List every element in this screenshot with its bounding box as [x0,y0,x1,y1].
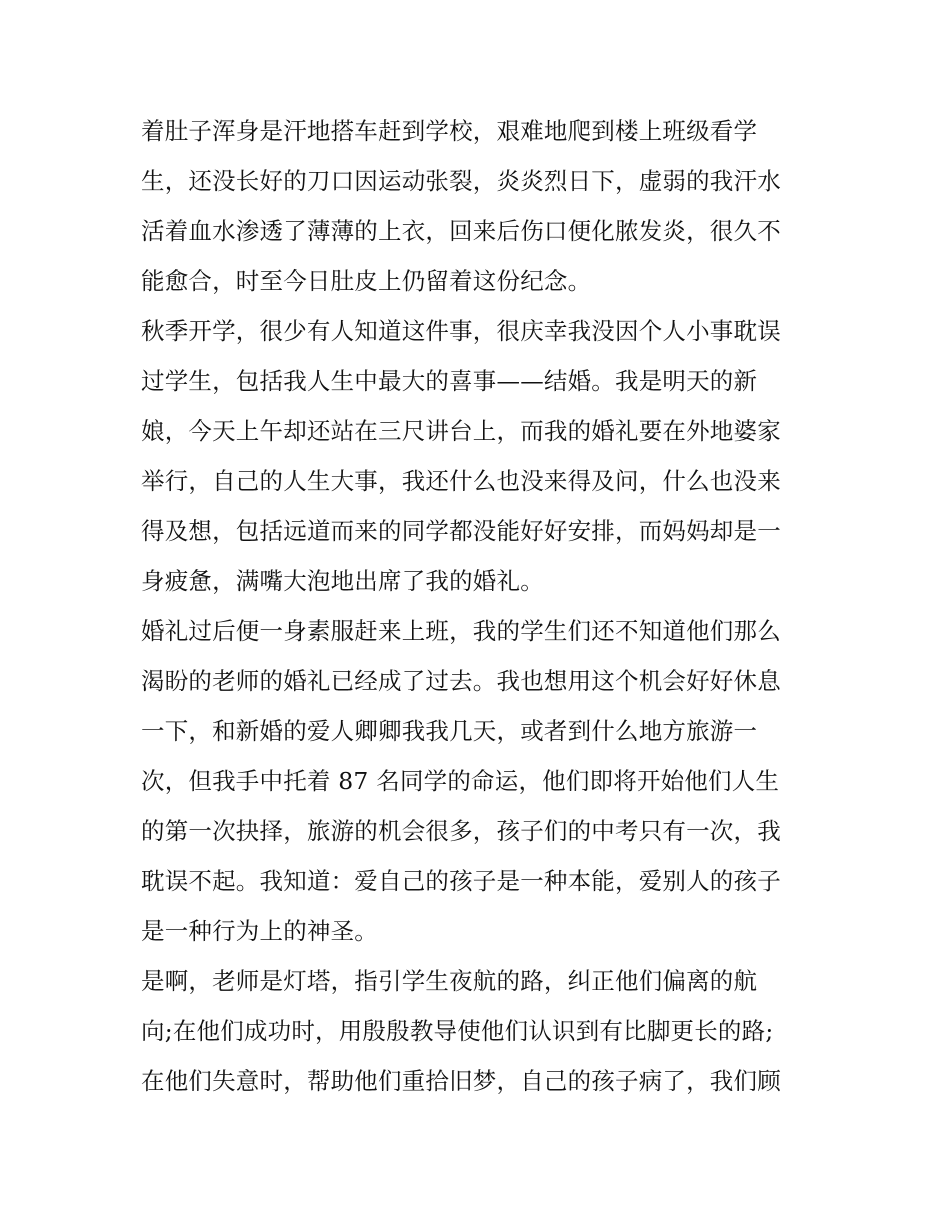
text-line: 能愈合，时至今日肚皮上仍留着这份纪念。 [141,267,592,295]
text-line: 着肚子浑身是汗地搭车赶到学校，艰难地爬到楼上班级看学 [141,117,758,145]
text-line: 的第一次抉择，旅游的机会很多，孩子们的中考只有一次，我 [141,817,781,845]
text-line: 婚礼过后便一身素服赶来上班，我的学生们还不知道他们那么 [141,617,781,645]
paragraph-1 [141,106,811,306]
text-line: 生，还没长好的刀口因运动张裂，炎炎烈日下，虚弱的我汗水 [141,167,781,195]
text-line: 秋季开学，很少有人知道这件事，很庆幸我没因个人小事耽误 [141,317,781,345]
text-line: 是啊，老师是灯塔，指引学生夜航的路，纠正他们偏离的航 [141,967,758,995]
text-line: 是一种行为上的神圣。 [141,917,378,945]
document-body [141,106,811,1106]
text-line: 活着血水渗透了薄薄的上衣，回来后伤口便化脓发炎，很久不 [141,217,781,245]
text-line: 过学生，包括我人生中最大的喜事——结婚。我是明天的新 [141,367,758,395]
paragraph-3 [141,606,811,956]
text-line: 一下，和新婚的爱人卿卿我我几天，或者到什么地方旅游一 [141,717,758,745]
text-line: 娘，今天上午却还站在三尺讲台上，而我的婚礼要在外地婆家 [141,417,781,445]
text-line: 耽误不起。我知道：爱自己的孩子是一种本能，爱别人的孩子 [141,867,781,895]
text-line: 举行，自己的人生大事，我还什么也没来得及问，什么也没来 [141,467,781,495]
text-line: 得及想，包括远道而来的同学都没能好好安排，而妈妈却是一 [141,517,781,545]
text-line: 渴盼的老师的婚礼已经成了过去。我也想用这个机会好好休息 [141,667,781,695]
paragraph-2 [141,306,811,606]
paragraph-4 [141,956,811,1106]
text-line: 身疲惫，满嘴大泡地出席了我的婚礼。 [141,567,544,595]
text-line: 在他们失意时，帮助他们重拾旧梦，自己的孩子病了，我们顾 [141,1067,781,1095]
text-line: 次，但我手中托着 87 名同学的命运，他们即将开始他们人生 [141,767,780,795]
text-line: 向;在他们成功时，用殷殷教导使他们认识到有比脚更长的路; [141,1017,774,1045]
